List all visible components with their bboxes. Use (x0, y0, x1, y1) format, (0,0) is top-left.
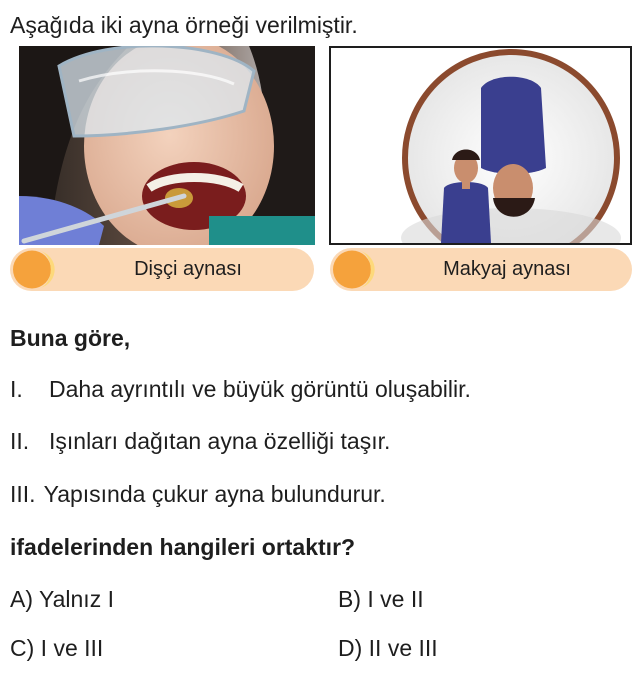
half-circle-icon (12, 250, 64, 289)
option-letter: D) (338, 635, 363, 661)
option-letter: B) (338, 586, 361, 612)
question-text: ifadelerinden hangileri ortaktır? (10, 534, 356, 560)
statement-number: III. (10, 481, 36, 507)
option-b[interactable] (338, 584, 424, 614)
statement-2 (10, 426, 390, 456)
option-d[interactable] (338, 633, 438, 663)
statement-3 (10, 479, 386, 509)
statement-text: Işınları dağıtan ayna özelliği taşır. (49, 428, 391, 454)
option-letter: C) (10, 635, 35, 661)
statement-text: Yapısında çukur ayna bulundurur. (43, 481, 386, 507)
option-text: I ve III (40, 635, 104, 661)
option-a[interactable] (10, 584, 114, 614)
lead-text: Buna göre, (10, 325, 131, 351)
option-letter: A) (10, 586, 33, 612)
caption-label: Dişçi aynası (134, 258, 242, 280)
half-circle-icon (332, 250, 384, 289)
dentist-mirror-photo (19, 46, 315, 245)
option-text: II ve III (368, 635, 438, 661)
option-text: I ve II (367, 586, 424, 612)
caption-label: Makyaj aynası (443, 258, 571, 280)
option-text: Yalnız I (38, 586, 114, 612)
statement-text: Daha ayrıntılı ve büyük görüntü oluşabilir. (49, 376, 471, 402)
option-c[interactable] (10, 633, 103, 663)
statement-number: I. (10, 376, 23, 402)
caption-makeup-mirror (330, 248, 632, 291)
caption-dentist-mirror (10, 248, 314, 291)
statement-number: II. (10, 428, 30, 454)
intro-text: Aşağıda iki ayna örneği verilmiştir. (10, 12, 358, 38)
statement-1 (10, 374, 471, 404)
makeup-mirror-photo (329, 46, 632, 245)
